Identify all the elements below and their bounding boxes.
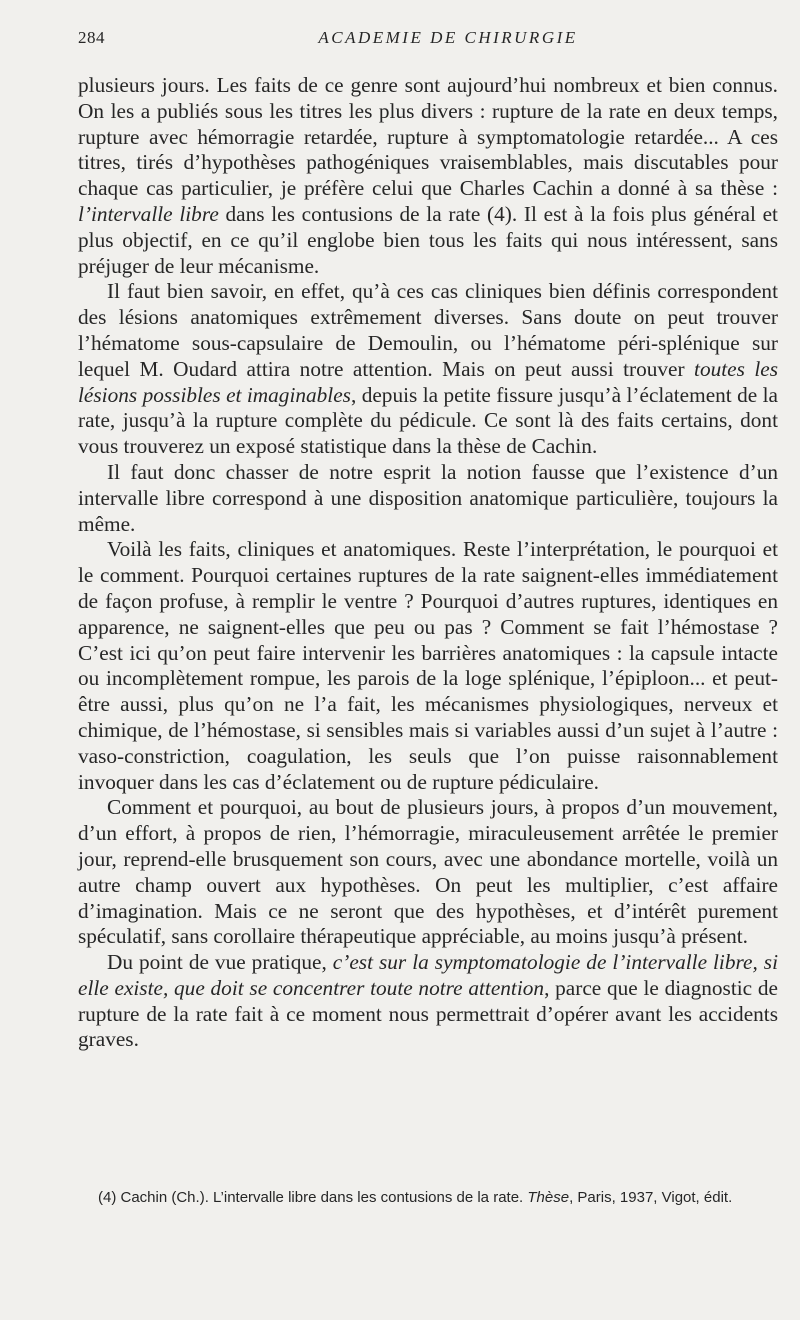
text-run: Comment et pourquoi, au bout de plusieurs jours, à propos d’un mouvement, d’un effort, à propos de rien, l’hémorragie, miraculeusement arrêtée le premier jour, reprend-elle brusquement son cours, avec une abondance mortelle, voilà un autre champ ouvert aux hypothèses. On peut les multiplier, c’est affaire d’imagination. Mais ce ne seront que des hypothèses, et d’intérêt purement spéculatif, sans corollaire thérapeutique appréciable, au moins jusqu’à présent.: [78, 795, 778, 949]
text-run: (4) Cachin (Ch.). L’intervalle libre dans les contusions de la rate.: [98, 1189, 528, 1206]
footnote: [78, 1187, 778, 1208]
text-run: , parce que le diagnostic de rupture de la rate fait à ce moment nous permettrait d’opérer avant les accidents graves.: [78, 975, 778, 1052]
text-run: plusieurs jours. Les faits de ce genre sont aujourd’hui nombreux et bien connus. On les a publiés sous les titres les plus divers : rupture de la rate en deux temps, rupture avec hémorragie retardée, rupture à symptomatologie retardée... A ces titres, tirés d’hypothèses pathogéniques vraisemblables, mais discutables pour chaque cas particulier, je préfère celui que Charles Cachin a donné à sa thèse :: [78, 73, 778, 201]
text-run: Du point de vue pratique,: [107, 950, 333, 975]
paragraph: [78, 73, 778, 279]
italic-run: c’est sur la symptomatologie de l’intervalle libre, si elle existe, que doit se concentrer toute notre attention: [78, 950, 778, 1000]
running-title: ACADEMIE DE CHIRURGIE: [318, 28, 578, 47]
text-run: dans les contusions de la rate (4). Il est à la fois plus général et plus objectif, en ce qu’il englobe bien tous les faits qui nous intéressent, sans préjuger de leur mécanisme.: [78, 201, 778, 278]
body-text: [78, 73, 778, 1053]
paragraph: [78, 537, 778, 795]
page-number: 284: [78, 28, 105, 47]
text-run: , Paris, 1937, Vigot, édit.: [569, 1189, 733, 1206]
text-run: Il faut bien savoir, en effet, qu’à ces cas cliniques bien définis correspondent des lésions anatomiques extrêmement diverses. Sans doute on peut trouver l’hématome sous-capsulaire de Demoulin, ou l’hématome péri-splénique sur lequel M. Oudard attira notre attention. Mais on peut aussi trouver: [78, 279, 778, 381]
page-header: [78, 28, 778, 52]
text-run: , depuis la petite fissure jusqu’à l’éclatement de la rate, jusqu’à la rupture complète du pédicule. Ce sont là des faits certains, dont vous trouverez un exposé statistique dans la thèse de Cachin.: [78, 382, 779, 459]
italic-run: Thèse: [527, 1189, 570, 1206]
paragraph: [78, 795, 778, 950]
text-run: Il faut donc chasser de notre esprit la notion fausse que l’existence d’un intervalle libre correspond à une disposition anatomique particulière, toujours la même.: [78, 459, 778, 536]
italic-run: toutes les lésions possibles et imaginables: [78, 356, 779, 407]
paragraph: [78, 460, 778, 537]
footnote-paragraph: [78, 1187, 778, 1208]
paragraph: [78, 950, 778, 1053]
italic-run: l’intervalle libre: [78, 201, 219, 226]
paragraph: [78, 279, 778, 460]
text-run: Voilà les faits, cliniques et anatomiques. Reste l’interprétation, le pourquoi et le comment. Pourquoi certaines ruptures de la rate saignent-elles immédiatement de façon profuse, à remplir le ventre ? Pourquoi d’autres ruptures, identiques en apparence, ne saignent-elles que peu ou pas ? Comment se fait l’hémostase ? C’est ici qu’on peut faire intervenir les barrières anatomiques : la capsule intacte ou incomplètement rompue, les parois de la loge splénique, l’épiploon... et peut-être aussi, plus qu’on ne l’a fait, les mécanismes physiologiques, nerveux et chimique, de l’hémostase, si sensibles mais si variables aussi d’un sujet à l’autre : vaso-constriction, coagulation, les seuls que l’on puisse raisonnablement invoquer dans les cas d’éclatement ou de rupture pédiculaire.: [78, 537, 778, 794]
